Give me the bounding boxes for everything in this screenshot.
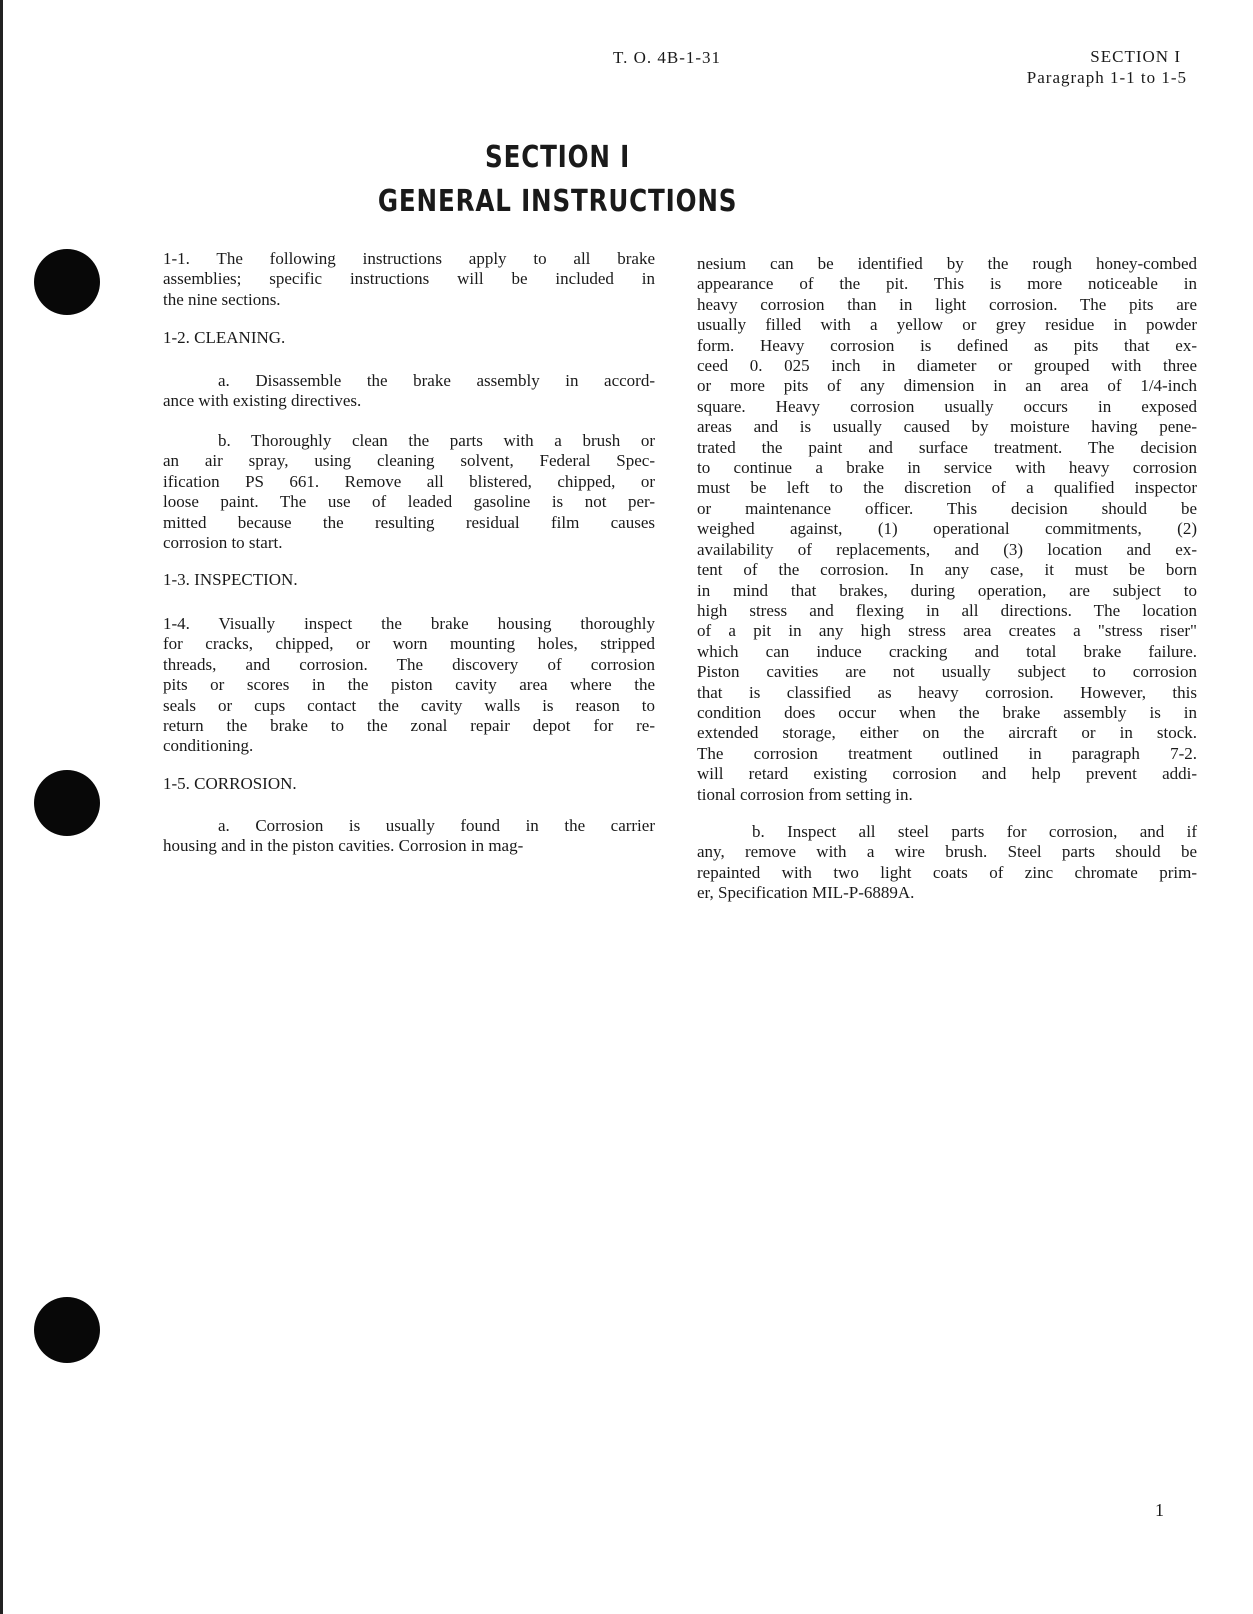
text-line: repainted with two light coats of zinc chromate prim- <box>697 862 1197 882</box>
text-line: seals or cups contact the cavity walls is reason to <box>163 695 655 715</box>
text-line: ification PS 661. Remove all blistered, chipped, or <box>163 471 655 491</box>
text-line: pits or scores in the piston cavity area where the <box>163 675 655 695</box>
paragraph-h1-3 <box>163 570 655 590</box>
text-line: ceed 0. 025 inch in diameter or grouped with three <box>697 356 1197 376</box>
text-line: appearance of the pit. This is more noticeable in <box>697 274 1197 294</box>
text-line: areas and is usually caused by moisture having pene- <box>697 417 1197 437</box>
doc-number: T. O. 4B-1-31 <box>613 48 722 67</box>
text-line: or more pits of any dimension in an area of 1/4-inch <box>697 376 1197 396</box>
paragraph-p1-2a <box>163 371 655 412</box>
text-line: the nine sections. <box>163 289 281 309</box>
text-line: mitted because the resulting residual film causes <box>163 512 655 532</box>
text-line: The corrosion treatment outlined in paragraph 7-2. <box>697 743 1197 763</box>
page-edge <box>0 0 3 1614</box>
text-line: high stress and flexing in all directions. The location <box>697 600 1197 620</box>
text-line: conditioning. <box>163 736 254 756</box>
text-line: er, Specification MIL-P-6889A. <box>697 883 915 903</box>
text-line: heavy corrosion than in light corrosion. The pits are <box>697 294 1197 314</box>
text-line: which can induce cracking and total brake failure. <box>697 641 1197 661</box>
text-line: ance with existing directives. <box>163 391 362 411</box>
text-line: form. Heavy corrosion is defined as pits that ex- <box>697 335 1197 355</box>
text-line: 1-5. CORROSION. <box>163 774 297 793</box>
text-line: threads, and corrosion. The discovery of corrosion <box>163 654 655 674</box>
section-subtitle: GENERAL INSTRUCTIONS <box>377 184 738 219</box>
page-number: 1 <box>1155 1500 1164 1520</box>
text-line: must be left to the discretion of a qualified inspector <box>697 478 1197 498</box>
text-line: condition does occur when the brake assembly is in <box>697 702 1197 722</box>
punch-hole <box>34 249 100 315</box>
text-line: or maintenance officer. This decision should be <box>697 498 1197 518</box>
text-line: 1-3. INSPECTION. <box>163 570 298 589</box>
paragraph-p1-2b <box>163 431 655 553</box>
text-line: 1-4. Visually inspect the brake housing thoroughly <box>163 614 655 633</box>
text-line: nesium can be identified by the rough honey-combed <box>697 254 1197 273</box>
text-line: loose paint. The use of leaded gasoline is not per- <box>163 492 655 512</box>
text-line: tional corrosion from setting in. <box>697 784 913 804</box>
paragraph-p1-5b <box>697 822 1197 904</box>
text-line: in mind that brakes, during operation, are subject to <box>697 580 1197 600</box>
text-line: trated the paint and surface treatment. The decision <box>697 437 1197 457</box>
punch-hole <box>34 1297 100 1363</box>
text-line: for cracks, chipped, or worn mounting holes, stripped <box>163 634 655 654</box>
header-section: SECTION I <box>1090 47 1181 66</box>
text-line: any, remove with a wire brush. Steel parts should be <box>697 842 1197 862</box>
text-line: a. Disassemble the brake assembly in accord- <box>218 371 655 390</box>
text-line: 1-2. CLEANING. <box>163 328 286 347</box>
text-line: housing and in the piston cavities. Corrosion in mag- <box>163 836 524 856</box>
paragraph-p1-4 <box>163 614 655 757</box>
paragraph-p1-5a <box>163 816 655 857</box>
text-line: will retard existing corrosion and help prevent addi- <box>697 764 1197 784</box>
text-line: tent of the corrosion. In any case, it must be born <box>697 560 1197 580</box>
text-line: return the brake to the zonal repair depot for re- <box>163 716 655 736</box>
text-line: b. Thoroughly clean the parts with a brush or <box>218 431 655 450</box>
paragraph-h1-2 <box>163 328 655 348</box>
text-line: weighed against, (1) operational commitments, (2) <box>697 519 1197 539</box>
text-line: availability of replacements, and (3) location and ex- <box>697 539 1197 559</box>
text-line: usually filled with a yellow or grey residue in powder <box>697 315 1197 335</box>
text-line: b. Inspect all steel parts for corrosion, and if <box>752 822 1197 841</box>
text-line: corrosion to start. <box>163 533 283 553</box>
text-line: an air spray, using cleaning solvent, Federal Spec- <box>163 451 655 471</box>
text-line: that is classified as heavy corrosion. However, this <box>697 682 1197 702</box>
paragraph-p1-5a-cont <box>697 254 1197 805</box>
punch-hole <box>34 770 100 836</box>
paragraph-p1-1 <box>163 249 655 310</box>
text-line: square. Heavy corrosion usually occurs in exposed <box>697 396 1197 416</box>
text-line: of a pit in any high stress area creates a "stress riser" <box>697 621 1197 641</box>
header-paragraphs: Paragraph 1-1 to 1-5 <box>1026 68 1187 87</box>
section-title: SECTION I <box>485 140 631 175</box>
text-line: extended storage, either on the aircraft or in stock. <box>697 723 1197 743</box>
text-line: Piston cavities are not usually subject to corrosion <box>697 662 1197 682</box>
text-line: to continue a brake in service with heavy corrosion <box>697 458 1197 478</box>
text-line: a. Corrosion is usually found in the carrier <box>218 816 655 835</box>
text-line: 1-1. The following instructions apply to all brake <box>163 249 655 268</box>
text-line: assemblies; specific instructions will be included in <box>163 269 655 289</box>
paragraph-h1-5 <box>163 774 655 794</box>
